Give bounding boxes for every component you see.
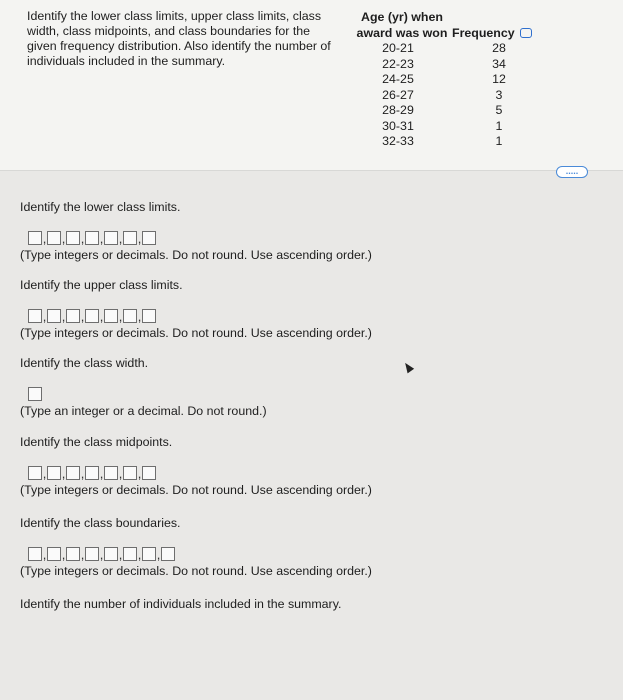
table-row [352,134,552,150]
frequency-header [452,26,552,42]
comma-separator: , [118,466,123,481]
comma-separator: , [61,547,66,562]
table-row [352,103,552,119]
comma-separator: , [118,309,123,324]
comma-separator: , [42,231,47,246]
question-midpoints [20,434,372,498]
table-row [352,57,552,73]
answer-input[interactable] [123,231,137,245]
comma-separator: , [137,309,142,324]
answer-input[interactable] [85,309,99,323]
frequency-table [352,10,552,150]
table-row [352,119,552,135]
table-row [352,72,552,88]
answer-input[interactable] [104,231,118,245]
question-class-width [20,355,267,419]
table-row [352,88,552,104]
answer-input[interactable] [47,547,61,561]
freq-cell: 5 [495,103,503,117]
copy-data-icon[interactable] [520,28,532,38]
comma-separator: , [42,309,47,324]
age-header-line1: Age (yr) when [361,10,443,24]
comma-separator: , [80,547,85,562]
freq-cell: 1 [495,118,503,133]
comma-separator: , [156,547,161,562]
comma-separator: , [137,547,142,562]
answer-input[interactable] [28,309,42,323]
question-total-individuals [20,596,341,612]
question-title: Identify the upper class limits. [20,278,183,292]
question-upper-limits [20,277,372,341]
answer-boxes-boundaries [28,541,372,561]
age-cell: 24-25 [382,72,414,86]
answer-input[interactable] [47,231,61,245]
answer-input[interactable] [85,231,99,245]
answer-input[interactable] [142,231,156,245]
age-header-line2: award was won [356,25,448,40]
answer-input[interactable] [123,309,137,323]
question-lower-limits [20,199,372,263]
age-cell: 26-27 [382,87,414,102]
comma-separator: , [61,466,66,481]
frequency-header-label: Frequency [452,25,515,40]
answer-input[interactable] [104,547,118,561]
age-cell: 28-29 [382,103,414,117]
age-cell: 20-21 [382,41,414,55]
comma-separator: , [42,466,47,481]
freq-cell: 1 [495,134,503,148]
age-cell: 30-31 [382,118,414,133]
answer-input[interactable] [66,547,80,561]
comma-separator: , [80,466,85,481]
answer-input[interactable] [123,466,137,480]
answer-boxes-lower-limits [28,225,372,245]
comma-separator: , [42,547,47,562]
more-button[interactable]: ..... [556,166,588,178]
answer-boxes-class-width [28,381,267,401]
comma-separator: , [61,309,66,324]
comma-separator: , [137,466,142,481]
answer-input[interactable] [161,547,175,561]
question-hint: (Type integers or decimals. Do not round. Use ascending order.) [20,564,372,578]
question-hint: (Type integers or decimals. Do not round. Use ascending order.) [20,326,372,340]
answer-input[interactable] [104,309,118,323]
question-title: Identify the class boundaries. [20,516,181,530]
answer-boxes-midpoints [28,460,372,480]
question-title: Identify the class midpoints. [20,435,173,449]
freq-cell: 3 [495,87,503,102]
question-hint: (Type integers or decimals. Do not round. Use ascending order.) [20,483,372,497]
mouse-cursor-icon [402,361,414,374]
comma-separator: , [99,231,104,246]
answer-input[interactable] [28,387,42,401]
table-header-row2 [352,26,552,42]
question-boundaries [20,515,372,579]
answer-boxes-upper-limits [28,303,372,323]
answer-input[interactable] [47,466,61,480]
comma-separator: , [118,547,123,562]
answer-input[interactable] [142,466,156,480]
answer-input[interactable] [66,466,80,480]
comma-separator: , [137,231,142,246]
age-cell: 32-33 [382,134,414,148]
comma-separator: , [61,231,66,246]
comma-separator: , [99,466,104,481]
answer-input[interactable] [28,466,42,480]
comma-separator: , [118,231,123,246]
answer-input[interactable] [123,547,137,561]
freq-cell: 28 [492,41,506,55]
answer-input[interactable] [66,231,80,245]
answer-input[interactable] [28,231,42,245]
answer-input[interactable] [85,466,99,480]
answer-input[interactable] [85,547,99,561]
comma-separator: , [80,309,85,324]
freq-cell: 34 [492,56,506,71]
question-title: Identify the class width. [20,356,149,370]
comma-separator: , [99,547,104,562]
answer-input[interactable] [142,309,156,323]
table-header [352,10,552,26]
problem-panel [0,0,623,171]
question-title: Identify the lower class limits. [20,200,181,214]
answer-input[interactable] [66,309,80,323]
answer-input[interactable] [28,547,42,561]
answer-input[interactable] [104,466,118,480]
table-row [352,41,552,57]
question-hint: (Type an integer or a decimal. Do not round.) [20,404,267,418]
comma-separator: , [99,309,104,324]
age-cell: 22-23 [382,56,414,71]
answer-input[interactable] [47,309,61,323]
freq-cell: 12 [492,72,506,86]
problem-instructions: Identify the lower class limits, upper class limits, class width, class midpoints, and class boundaries for the given frequency distribution. Also identify the number of individuals included in the summary. [27,9,331,68]
answer-input[interactable] [142,547,156,561]
question-title: Identify the number of individuals included in the summary. [20,597,342,611]
question-hint: (Type integers or decimals. Do not round. Use ascending order.) [20,248,372,262]
comma-separator: , [80,231,85,246]
